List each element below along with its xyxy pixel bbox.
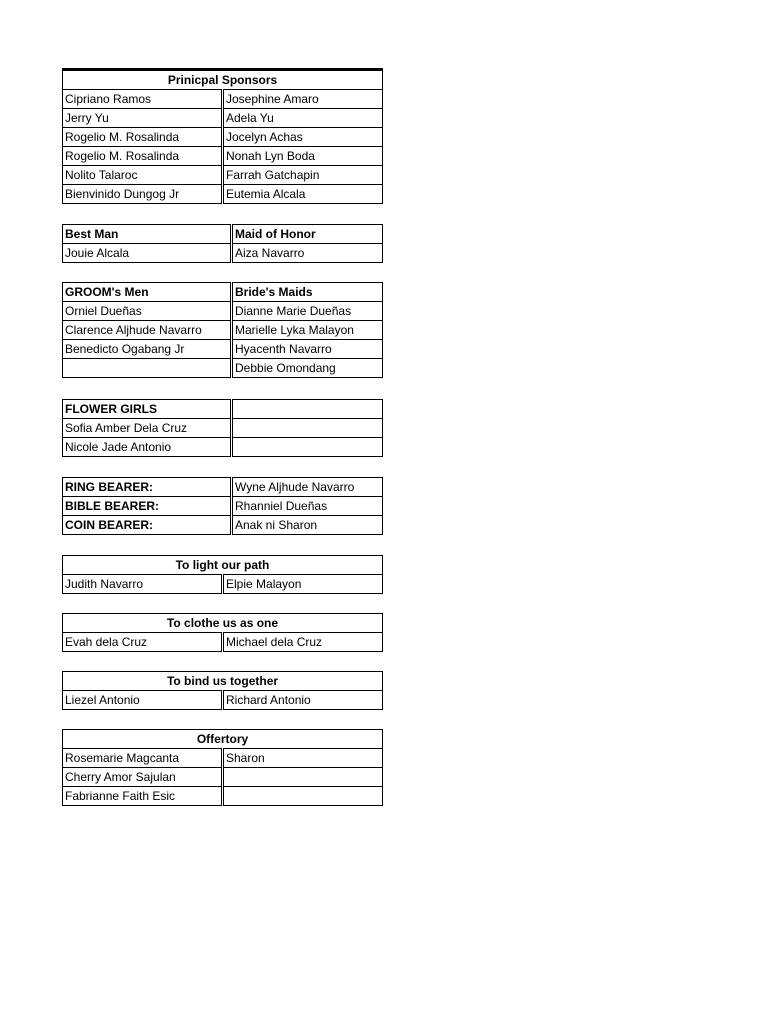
empty-cell: [232, 419, 383, 438]
groomsman-cell: Clarence Aljhude Navarro: [63, 321, 232, 340]
bible-bearer-label: BIBLE BEARER:: [63, 497, 232, 516]
table-header-row: [63, 614, 383, 633]
table-header-row: [63, 225, 383, 244]
bridesmaid-cell: Dianne Marie Dueñas: [232, 302, 383, 321]
sponsor-female-cell: Josephine Amaro: [223, 90, 383, 109]
table-row: [63, 787, 383, 806]
table-header-row: [63, 730, 383, 749]
empty-cell: [232, 400, 383, 419]
bible-bearer-cell: Rhanniel Dueñas: [232, 497, 383, 516]
sponsor-female-cell: Adela Yu: [223, 109, 383, 128]
groomsman-cell: Orniel Dueñas: [63, 302, 232, 321]
table-row: [63, 419, 383, 438]
table-header-row: [63, 400, 383, 419]
flower-girls-table: [62, 399, 383, 457]
bridesmaids-header: Bride's Maids: [232, 283, 383, 302]
offertory-cell: Rosemarie Magcanta: [63, 749, 223, 768]
sponsor-male-cell: Bienvinido Dungog Jr: [63, 185, 223, 204]
table-row: [63, 185, 383, 204]
ring-bearer-cell: Wyne Aljhude Navarro: [232, 478, 383, 497]
offertory-table: [62, 729, 383, 806]
empty-cell: [232, 438, 383, 457]
veil-sponsor-cell: Evah dela Cruz: [63, 633, 223, 652]
best-man-cell: Jouie Alcala: [63, 244, 232, 263]
table-row: [63, 478, 383, 497]
bearers-table: [62, 477, 383, 535]
table-row: [63, 749, 383, 768]
groomsmen-bridesmaids-table: [62, 282, 383, 378]
table-row: [63, 691, 383, 710]
candle-sponsor-female-cell: Elpie Malayon: [223, 575, 383, 594]
table-header-row: [63, 283, 383, 302]
table-header-row: [63, 70, 383, 90]
table-row: [63, 768, 383, 787]
candle-sponsor-male-cell: Judith Navarro: [63, 575, 223, 594]
sponsor-male-cell: Cipriano Ramos: [63, 90, 223, 109]
offertory-cell: Sharon: [223, 749, 383, 768]
principal-sponsors-table: [62, 68, 383, 204]
clothe-table: [62, 613, 383, 652]
veil-sponsor-cell: Michael dela Cruz: [223, 633, 383, 652]
coin-bearer-cell: Anak ni Sharon: [232, 516, 383, 535]
groomsmen-header: GROOM's Men: [63, 283, 232, 302]
table-row: [63, 438, 383, 457]
table-row: [63, 321, 383, 340]
bridesmaid-cell: Hyacenth Navarro: [232, 340, 383, 359]
principal-sponsors-title: Prinicpal Sponsors: [63, 70, 383, 90]
table-row: [63, 128, 383, 147]
offertory-cell: Fabrianne Faith Esic: [63, 787, 223, 806]
sponsor-male-cell: Nolito Talaroc: [63, 166, 223, 185]
cord-sponsor-cell: Liezel Antonio: [63, 691, 223, 710]
coin-bearer-label: COIN BEARER:: [63, 516, 232, 535]
clothe-title: To clothe us as one: [63, 614, 383, 633]
table-row: [63, 359, 383, 378]
empty-cell: [223, 787, 383, 806]
sponsor-female-cell: Eutemia Alcala: [223, 185, 383, 204]
bridesmaid-cell: Debbie Omondang: [232, 359, 383, 378]
bind-title: To bind us together: [63, 672, 383, 691]
best-man-header: Best Man: [63, 225, 232, 244]
sponsor-male-cell: Rogelio M. Rosalinda: [63, 147, 223, 166]
light-path-title: To light our path: [63, 556, 383, 575]
table-row: [63, 633, 383, 652]
table-row: [63, 109, 383, 128]
table-row: [63, 340, 383, 359]
table-row: [63, 575, 383, 594]
table-header-row: [63, 672, 383, 691]
sponsor-female-cell: Jocelyn Achas: [223, 128, 383, 147]
groomsman-cell: Benedicto Ogabang Jr: [63, 340, 232, 359]
bind-table: [62, 671, 383, 710]
flower-girls-header: FLOWER GIRLS: [63, 400, 232, 419]
table-row: [63, 90, 383, 109]
sponsor-female-cell: Farrah Gatchapin: [223, 166, 383, 185]
ring-bearer-label: RING BEARER:: [63, 478, 232, 497]
table-row: [63, 302, 383, 321]
cord-sponsor-cell: Richard Antonio: [223, 691, 383, 710]
sponsor-male-cell: Rogelio M. Rosalinda: [63, 128, 223, 147]
table-row: [63, 516, 383, 535]
sponsor-male-cell: Jerry Yu: [63, 109, 223, 128]
empty-cell: [223, 768, 383, 787]
light-path-table: [62, 555, 383, 594]
offertory-title: Offertory: [63, 730, 383, 749]
table-row: [63, 147, 383, 166]
best-man-maid-table: [62, 224, 383, 263]
bridesmaid-cell: Marielle Lyka Malayon: [232, 321, 383, 340]
flower-girl-cell: Sofia Amber Dela Cruz: [63, 419, 232, 438]
maid-of-honor-cell: Aiza Navarro: [232, 244, 383, 263]
table-row: [63, 166, 383, 185]
maid-of-honor-header: Maid of Honor: [232, 225, 383, 244]
table-header-row: [63, 556, 383, 575]
table-row: [63, 244, 383, 263]
flower-girl-cell: Nicole Jade Antonio: [63, 438, 232, 457]
sponsor-female-cell: Nonah Lyn Boda: [223, 147, 383, 166]
offertory-cell: Cherry Amor Sajulan: [63, 768, 223, 787]
table-row: [63, 497, 383, 516]
groomsman-cell: [63, 359, 232, 378]
